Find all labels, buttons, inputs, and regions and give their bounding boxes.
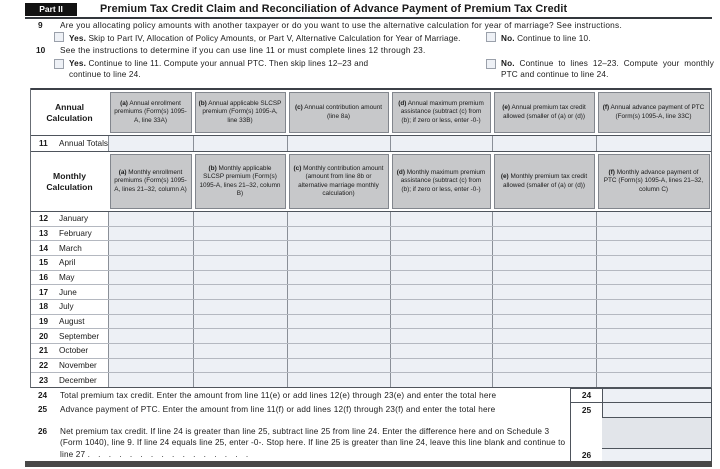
month-label: 18 July (31, 300, 108, 314)
month-entry-cell-a[interactable] (108, 271, 193, 285)
month-entry-cell-a[interactable] (108, 329, 193, 343)
annual-totals-cell-d[interactable] (390, 136, 492, 151)
month-row-may (31, 271, 711, 286)
month-entry-cell-d[interactable] (390, 300, 492, 314)
month-entry-cell-f[interactable] (596, 271, 711, 285)
month-entry-cell-d[interactable] (390, 344, 492, 358)
line26-entry-field[interactable] (602, 448, 712, 462)
month-label: 19 August (31, 315, 108, 329)
month-label: 16 May (31, 271, 108, 285)
line26-box-label: 26 (570, 417, 603, 462)
month-entry-cell-d[interactable] (390, 241, 492, 255)
month-label: 12 January (31, 212, 108, 226)
month-entry-cell-c[interactable] (287, 329, 390, 343)
line24-number: 24 (38, 391, 48, 400)
month-label: 13 February (31, 227, 108, 241)
month-entry-cell-d[interactable] (390, 227, 492, 241)
month-entry-cell-f[interactable] (596, 227, 711, 241)
header-divider (25, 17, 712, 19)
month-entry-cell-b[interactable] (193, 285, 287, 299)
month-entry-cell-f[interactable] (596, 300, 711, 314)
part-ii-title: Premium Tax Credit Claim and Reconciliation of Advance Payment of Premium Tax Credit (100, 3, 568, 15)
month-entry-cell-a[interactable] (108, 212, 193, 226)
monthly-col-header-f: (f) Monthly advance payment of PTC (Form(s) 1095-A, lines 21–32, column C) (598, 154, 710, 209)
line10-no-label: No. (501, 58, 515, 68)
line10-yes-checkbox[interactable] (54, 59, 64, 69)
annual-col-header-b: (b) Annual applicable SLCSP premium (Form(s) 1095-A, line 33B) (195, 92, 286, 133)
line25-entry-field[interactable] (602, 402, 712, 418)
month-entry-cell-a[interactable] (108, 315, 193, 329)
month-entry-cell-f[interactable] (596, 344, 711, 358)
month-entry-cell-e[interactable] (492, 227, 596, 241)
month-entry-cell-b[interactable] (193, 300, 287, 314)
line10-number: 10 (36, 45, 46, 55)
month-entry-cell-e[interactable] (492, 359, 596, 373)
annual-col-header-f: (f) Annual advance payment of PTC (Form(s) 1095-A, line 33C) (598, 92, 710, 133)
month-label: 20 September (31, 329, 108, 343)
line9-no-label: No. (501, 34, 515, 43)
annual-col-header-a: (a) Annual enrollment premiums (Form(s) 1095-A, line 33A) (110, 92, 192, 133)
month-entry-cell-f[interactable] (596, 329, 711, 343)
month-entry-cell-b[interactable] (193, 227, 287, 241)
month-entry-cell-c[interactable] (287, 256, 390, 270)
month-entry-cell-e[interactable] (492, 241, 596, 255)
month-entry-cell-c[interactable] (287, 241, 390, 255)
line9-no-text: Continue to line 10. (517, 34, 591, 43)
dot-leaders: . . . . . . . . . . . . . . . . (87, 449, 252, 459)
month-entry-cell-c[interactable] (287, 315, 390, 329)
month-entry-cell-d[interactable] (390, 359, 492, 373)
line25-number: 25 (38, 405, 48, 414)
line24-text: Total premium tax credit. Enter the amount from line 11(e) or add lines 12(e) through 23(e) and enter the total here (60, 391, 497, 400)
month-entry-cell-d[interactable] (390, 256, 492, 270)
month-row-september (31, 329, 711, 344)
month-entry-cell-a[interactable] (108, 300, 193, 314)
month-row-june (31, 285, 711, 300)
line11-number: 11 (39, 139, 48, 148)
month-entry-cell-a[interactable] (108, 344, 193, 358)
annual-calculation-label: Annual Calculation (31, 90, 108, 135)
month-entry-cell-c[interactable] (287, 285, 390, 299)
annual-totals-label (31, 136, 108, 151)
month-entry-cell-c[interactable] (287, 344, 390, 358)
month-entry-cell-e[interactable] (492, 271, 596, 285)
month-row-july (31, 300, 711, 315)
month-entry-cell-c[interactable] (287, 373, 390, 387)
month-entry-cell-c[interactable] (287, 212, 390, 226)
month-entry-cell-c[interactable] (287, 359, 390, 373)
annual-totals-row (31, 136, 711, 151)
line10-no-text-wrap (501, 58, 714, 81)
line26-text: Net premium tax credit. If line 24 is greater than line 25, subtract line 25 from line 24. Enter the difference here and on Schedule 3 (Form 1040), line 9. If line 24 equals line 25, enter -0-. Stop here. If line 25 is greater than line 24, leave this line blank and continue to line 27 . . . . . . . . . . . . . . . . (60, 427, 566, 459)
line9-yes-text: Skip to Part IV, Allocation of Policy Amounts, or Part V, Alternative Calculation for Year of Marriage. (88, 34, 461, 43)
annual-header-row (31, 88, 711, 136)
month-row-march (31, 241, 711, 256)
annual-col-header-d: (d) Annual maximum premium assistance (subtract (c) from (b); if zero or less, enter -0-) (392, 92, 491, 133)
line10-yes-option (54, 58, 384, 81)
month-entry-cell-b[interactable] (193, 271, 287, 285)
annual-totals-cell-c[interactable] (287, 136, 390, 151)
line9-number: 9 (38, 20, 43, 30)
month-entry-cell-c[interactable] (287, 227, 390, 241)
line10-no-option (486, 58, 714, 81)
annual-totals-cell-e[interactable] (492, 136, 596, 151)
month-label: 14 March (31, 241, 108, 255)
line10-no-text: Continue to lines 12–23. Compute your monthly PTC and continue to line 24. (501, 58, 714, 79)
line11-label: Annual Totals (59, 139, 109, 148)
month-entry-cell-b[interactable] (193, 315, 287, 329)
annual-col-header-c: (c) Annual contribution amount (line 8a) (289, 92, 389, 133)
monthly-col-header-e: (e) Monthly premium tax credit allowed (smaller of (a) or (d)) (494, 154, 595, 209)
month-row-november (31, 359, 711, 374)
month-entry-cell-d[interactable] (390, 329, 492, 343)
line26-shaded-area (602, 417, 712, 448)
annual-totals-cell-b[interactable] (193, 136, 287, 151)
line24-box-label: 24 (570, 388, 603, 403)
month-entry-cell-a[interactable] (108, 359, 193, 373)
line9-no-checkbox[interactable] (486, 32, 496, 42)
line26-number: 26 (38, 427, 48, 436)
line9-question: Are you allocating policy amounts with another taxpayer or do you want to use the alternative calculation for year of marriage? See instructions. (60, 20, 623, 30)
month-entry-cell-f[interactable] (596, 241, 711, 255)
line9-yes-option (54, 32, 461, 45)
month-entry-cell-e[interactable] (492, 300, 596, 314)
month-label: 15 April (31, 256, 108, 270)
month-row-august (31, 315, 711, 330)
month-entry-cell-b[interactable] (193, 256, 287, 270)
month-entry-cell-e[interactable] (492, 373, 596, 387)
line10-question: See the instructions to determine if you can use line 11 or must complete lines 12 through 23. (60, 45, 426, 55)
month-entry-cell-a[interactable] (108, 241, 193, 255)
monthly-col-header-c: (c) Monthly contribution amount (amount from line 8b or alternative marriage monthly calculation) (289, 154, 389, 209)
month-entry-cell-e[interactable] (492, 212, 596, 226)
line9-yes-checkbox[interactable] (54, 32, 64, 42)
line9-yes-label: Yes. (69, 34, 86, 43)
month-entry-cell-b[interactable] (193, 359, 287, 373)
month-entry-cell-e[interactable] (492, 285, 596, 299)
month-entry-cell-f[interactable] (596, 373, 711, 387)
line10-no-checkbox[interactable] (486, 59, 496, 69)
month-entry-cell-e[interactable] (492, 256, 596, 270)
line10-yes-text: Continue to line 11. Compute your annual PTC. Then skip lines 12–23 and continue to line 24. (69, 58, 369, 79)
month-entry-cell-a[interactable] (108, 227, 193, 241)
month-entry-cell-b[interactable] (193, 344, 287, 358)
annual-col-header-e: (e) Annual premium tax credit allowed (smaller of (a) or (d)) (494, 92, 595, 133)
section-bottom-bar (25, 461, 712, 467)
month-entry-cell-f[interactable] (596, 212, 711, 226)
annual-totals-cell-a[interactable] (108, 136, 193, 151)
month-entry-cell-b[interactable] (193, 329, 287, 343)
line25-box-label: 25 (570, 402, 603, 418)
month-row-february (31, 227, 711, 242)
month-entry-cell-b[interactable] (193, 212, 287, 226)
monthly-header-row (31, 151, 711, 212)
month-entry-cell-d[interactable] (390, 271, 492, 285)
month-entry-cell-c[interactable] (287, 300, 390, 314)
month-entry-cell-d[interactable] (390, 212, 492, 226)
month-row-april (31, 256, 711, 271)
month-entry-cell-a[interactable] (108, 285, 193, 299)
month-entry-cell-a[interactable] (108, 256, 193, 270)
month-entry-cell-e[interactable] (492, 344, 596, 358)
month-row-january (31, 212, 711, 227)
month-entry-cell-f[interactable] (596, 285, 711, 299)
month-entry-cell-d[interactable] (390, 315, 492, 329)
line25-text: Advance payment of PTC. Enter the amount from line 11(f) or add lines 12(f) through 23(f) and enter the total here (60, 405, 496, 414)
line24-entry-field[interactable] (602, 388, 712, 403)
month-row-october (31, 344, 711, 359)
month-row-december (31, 373, 711, 388)
month-label: 17 June (31, 285, 108, 299)
month-entry-cell-d[interactable] (390, 373, 492, 387)
annual-totals-cell-f[interactable] (596, 136, 711, 151)
month-entry-cell-b[interactable] (193, 241, 287, 255)
month-entry-cell-f[interactable] (596, 315, 711, 329)
line10-yes-label: Yes. (69, 58, 86, 68)
month-label: 22 November (31, 359, 108, 373)
month-entry-cell-d[interactable] (390, 285, 492, 299)
month-label: 23 December (31, 373, 108, 387)
line9-no-option (486, 32, 591, 45)
month-label: 21 October (31, 344, 108, 358)
month-entry-cell-c[interactable] (287, 271, 390, 285)
line10-yes-text-wrap (69, 58, 384, 81)
monthly-col-header-d: (d) Monthly maximum premium assistance (subtract (c) from (b); if zero or less, enter -0-) (392, 154, 491, 209)
month-entry-cell-f[interactable] (596, 359, 711, 373)
month-entry-cell-f[interactable] (596, 256, 711, 270)
monthly-calculation-label: Monthly Calculation (31, 152, 108, 211)
monthly-col-header-a: (a) Monthly enrollment premiums (Form(s) 1095-A, lines 21–32, column A) (110, 154, 192, 209)
month-entry-cell-e[interactable] (492, 329, 596, 343)
monthly-col-header-b: (b) Monthly applicable SLCSP premium (Form(s) 1095-A, lines 21–32, column B) (195, 154, 286, 209)
month-entry-cell-e[interactable] (492, 315, 596, 329)
ptc-calculation-table (30, 88, 712, 388)
part-ii-badge: Part II (25, 3, 77, 16)
month-entry-cell-b[interactable] (193, 373, 287, 387)
month-entry-cell-a[interactable] (108, 373, 193, 387)
